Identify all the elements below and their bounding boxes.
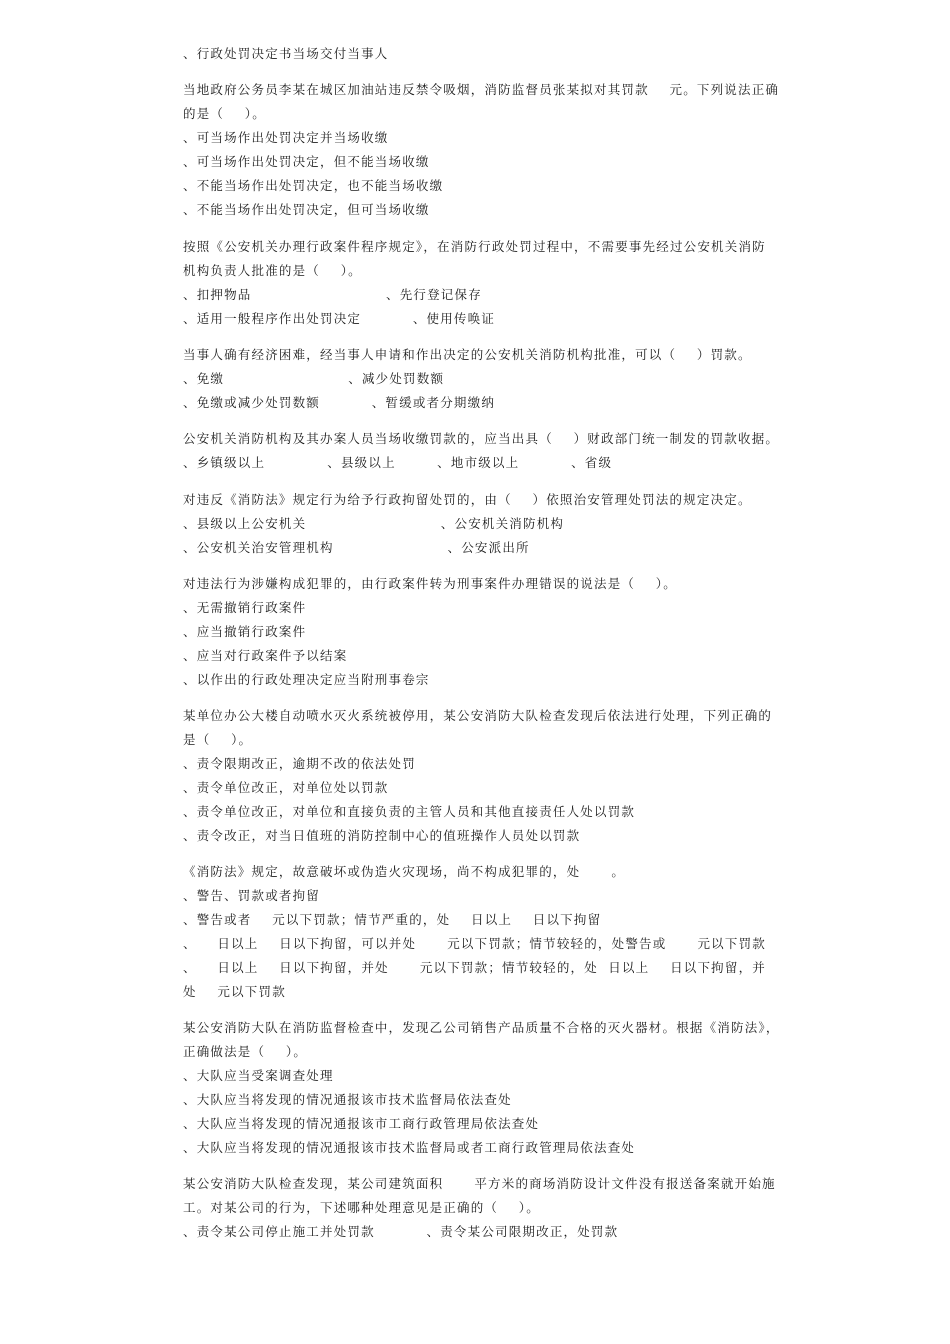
answer-option: 、责令改正，对当日值班的消防控制中心的值班操作人员处以罚款 [183,828,581,843]
answer-option: 、警告、罚款或者拘留 [183,888,321,903]
question-text: 某公安消防大队检查发现，某公司建筑面积 平方米的商场消防设计文件没有报送备案就开始施 [183,1176,776,1191]
answer-option: 、 日以上 日以下拘留，可以并处 元以下罚款；情节较轻的，处警告或 元以下罚款 [183,936,766,951]
question-text: 某单位办公大楼自动喷水灭火系统被停用，某公安消防大队检查发现后依法进行处理，下列正确的 [183,708,773,723]
question-text: 的是（ ）。 [183,106,266,121]
answer-option: 、大队应当将发现的情况通报该市工商行政管理局依法查处 [183,1116,540,1131]
answer-option: 、无需撤销行政案件 [183,600,307,615]
answer-option: 、不能当场作出处罚决定，但可当场收缴 [183,202,430,217]
answer-option: 、大队应当受案调查处理 [183,1068,334,1083]
answer-option: 、以作出的行政处理决定应当附刑事卷宗 [183,672,430,687]
answer-option: 、免缴或减少处罚数额 、暂缓或者分期缴纳 [183,395,496,410]
answer-option: 、责令限期改正，逾期不改的依法处罚 [183,756,416,771]
question-text: 对违法行为涉嫌构成犯罪的，由行政案件转为刑事案件办理错误的说法是（ ）。 [183,576,677,591]
answer-option: 、行政处罚决定书当场交付当事人 [183,46,389,61]
answer-option: 、乡镇级以上 、县级以上 、地市级以上 、省级 [183,455,613,470]
answer-option: 、警告或者 元以下罚款；情节严重的，处 日以上 日以下拘留 [183,912,602,927]
answer-option: 、适用一般程序作出处罚决定 、使用传唤证 [183,311,496,326]
question-text: 当地政府公务员李某在城区加油站违反禁令吸烟，消防监督员张某拟对其罚款 元。下列说法正确 [183,82,780,97]
answer-option: 、大队应当将发现的情况通报该市技术监督局或者工商行政管理局依法查处 [183,1140,636,1155]
answer-option: 、可当场作出处罚决定，但不能当场收缴 [183,154,430,169]
question-text: 对违反《消防法》规定行为给予行政拘留处罚的，由（ ）依照治安管理处罚法的规定决定。 [183,492,752,507]
question-text: 正确做法是（ ）。 [183,1044,308,1059]
question-text: 是（ ）。 [183,732,253,747]
question-text: 按照《公安机关办理行政案件程序规定》，在消防行政处罚过程中，不需要事先经过公安机关消防 [183,239,766,254]
question-text: 机构负责人批准的是（ ）。 [183,263,362,278]
answer-option: 、责令单位改正，对单位处以罚款 [183,780,389,795]
answer-option: 、应当对行政案件予以结案 [183,648,348,663]
answer-option: 、公安机关治安管理机构 、公安派出所 [183,540,530,555]
answer-option: 、责令某公司停止施工并处罚款 、责令某公司限期改正，处罚款 [183,1224,619,1239]
question-text: 某公安消防大队在消防监督检查中，发现乙公司销售产品质量不合格的灭火器材。根据《消防法》， [183,1020,780,1035]
answer-option: 、应当撤销行政案件 [183,624,307,639]
answer-option: 、可当场作出处罚决定并当场收缴 [183,130,389,145]
answer-option: 处 元以下罚款 [183,984,286,999]
question-text: 公安机关消防机构及其办案人员当场收缴罚款的，应当出具（ ）财政部门统一制发的罚款收据。 [183,431,780,446]
answer-option: 、县级以上公安机关 、公安机关消防机构 [183,516,565,531]
question-text: 当事人确有经济困难，经当事人申请和作出决定的公安机关消防机构批准，可以（ ）罚款。 [183,347,752,362]
answer-option: 、大队应当将发现的情况通报该市技术监督局依法查处 [183,1092,512,1107]
answer-option: 、 日以上 日以下拘留，并处 元以下罚款；情节较轻的，处 日以上 日以下拘留，并 [183,960,766,975]
question-text: 工。对某公司的行为，下述哪种处理意见是正确的（ ）。 [183,1200,540,1215]
answer-option: 、免缴 、减少处罚数额 [183,371,445,386]
answer-option: 、扣押物品 、先行登记保存 [183,287,482,302]
answer-option: 、责令单位改正，对单位和直接负责的主管人员和其他直接责任人处以罚款 [183,804,636,819]
answer-option: 、不能当场作出处罚决定，也不能当场收缴 [183,178,444,193]
question-text: 《消防法》规定，故意破坏或伪造火灾现场，尚不构成犯罪的，处 。 [183,864,626,879]
